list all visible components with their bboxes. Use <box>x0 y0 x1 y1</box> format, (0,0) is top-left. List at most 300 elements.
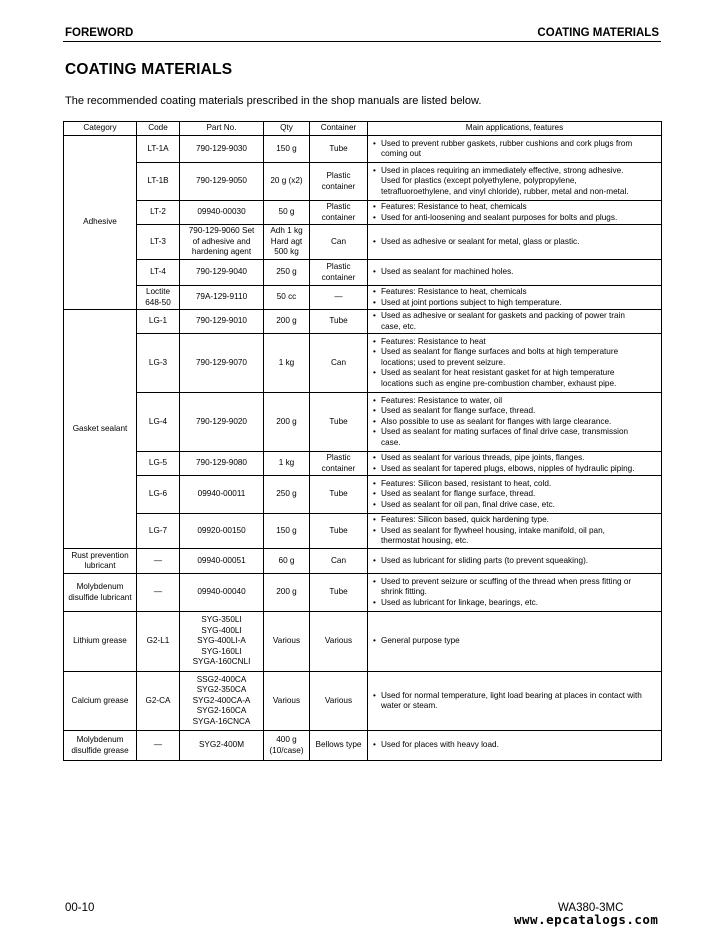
col-header-applications: Main applications, features <box>368 122 662 136</box>
qty-cell <box>264 334 310 393</box>
application-text-line: • Used as sealant for machined holes. <box>381 267 514 277</box>
applications-list <box>372 166 659 197</box>
table-row <box>64 731 662 761</box>
table-row <box>64 452 662 476</box>
part-no-line: SSG2-400CA <box>196 674 247 684</box>
applications-list <box>372 337 659 389</box>
part-no-line: SYG2-400M <box>198 740 245 750</box>
part-no-line: SYG2-350CA <box>196 685 247 695</box>
header-rule <box>63 41 661 42</box>
category-cell <box>64 612 137 672</box>
application-text-line: • Used as sealant for flange surface, thread. <box>381 489 536 499</box>
container-line: Can <box>330 236 347 246</box>
qty-cell <box>264 163 310 201</box>
category-line: Molybdenum <box>76 735 124 745</box>
table-row <box>64 334 662 393</box>
header-row <box>64 122 662 136</box>
application-bullet <box>372 479 659 489</box>
table-row <box>64 476 662 514</box>
code-cell <box>137 731 180 761</box>
code-cell <box>137 514 180 549</box>
application-bullet <box>372 740 659 750</box>
qty-cell <box>264 574 310 612</box>
container-cell <box>310 393 368 452</box>
part-no-line: SYG-350LI <box>201 615 242 625</box>
application-bullet <box>372 166 659 197</box>
application-text-line: • Used as sealant for flange surfaces and bolts at high temperature <box>381 347 619 357</box>
application-bullet <box>372 237 659 247</box>
col-header-part-no: Part No. <box>180 122 264 136</box>
part-no-cell <box>180 514 264 549</box>
qty-line: 200 g <box>276 416 297 426</box>
application-bullet <box>372 267 659 277</box>
applications-cell <box>368 393 662 452</box>
application-bullet <box>372 427 659 448</box>
qty-cell <box>264 672 310 731</box>
code-line: G2-L1 <box>146 636 170 646</box>
qty-line: (10/case) <box>269 745 304 755</box>
table-row <box>64 574 662 612</box>
applications-cell <box>368 201 662 225</box>
category-line: Lithium grease <box>73 636 127 646</box>
applications-cell <box>368 672 662 731</box>
application-bullet <box>372 347 659 368</box>
application-bullet <box>372 213 659 223</box>
category-line: disulfide lubricant <box>68 592 132 602</box>
applications-list <box>372 237 659 247</box>
applications-list <box>372 479 659 510</box>
category-line: Gasket sealant <box>72 423 128 433</box>
container-line: Tube <box>329 143 348 153</box>
qty-cell <box>264 549 310 574</box>
qty-line: 400 g <box>276 735 297 745</box>
application-text-line: • Features: Silicon based, resistant to heat, cold. <box>381 478 552 488</box>
application-bullet <box>372 500 659 510</box>
part-no-line: 09920-00150 <box>197 525 246 535</box>
table-row <box>64 393 662 452</box>
code-cell <box>137 310 180 334</box>
qty-line: 1 kg <box>278 458 295 468</box>
header-page-topic: COATING MATERIALS <box>537 27 659 39</box>
container-line: container <box>321 212 356 222</box>
applications-cell <box>368 334 662 393</box>
container-line: Tube <box>329 416 348 426</box>
container-cell <box>310 136 368 163</box>
container-line: container <box>321 272 356 282</box>
table-row <box>64 612 662 672</box>
table-row <box>64 310 662 334</box>
part-no-cell <box>180 310 264 334</box>
category-line: Adhesive <box>83 217 117 227</box>
part-no-line: 09940-00030 <box>197 207 246 217</box>
application-bullet <box>372 337 659 347</box>
container-line: Can <box>330 555 347 565</box>
code-cell <box>137 549 180 574</box>
table-row <box>64 260 662 286</box>
applications-list <box>372 556 659 566</box>
qty-line: 50 cc <box>276 292 297 302</box>
qty-line: 250 g <box>276 489 297 499</box>
container-line: container <box>321 463 356 473</box>
category-line: Calcium grease <box>71 695 129 705</box>
applications-cell <box>368 310 662 334</box>
part-no-cell <box>180 731 264 761</box>
container-line: Various <box>324 636 353 646</box>
applications-list <box>372 311 659 332</box>
code-cell <box>137 286 180 310</box>
qty-cell <box>264 310 310 334</box>
part-no-line: of adhesive and <box>192 236 251 246</box>
application-text-line: • Features: Resistance to heat, chemicals <box>381 202 527 212</box>
application-text-line: • Features: Resistance to heat, chemicals <box>381 287 527 297</box>
qty-line: 50 g <box>278 207 295 217</box>
code-line: LG-7 <box>148 525 168 535</box>
container-cell <box>310 310 368 334</box>
application-text-line: • General purpose type <box>381 636 460 646</box>
qty-line: 200 g <box>276 587 297 597</box>
applications-cell <box>368 260 662 286</box>
container-cell <box>310 514 368 549</box>
application-bullet <box>372 691 659 712</box>
application-bullet <box>372 139 659 160</box>
application-bullet <box>372 396 659 406</box>
table-row <box>64 201 662 225</box>
part-no-line: 790-129-9030 <box>196 143 247 153</box>
application-text-line: • Features: Resistance to heat <box>381 336 486 346</box>
code-cell <box>137 476 180 514</box>
application-bullet <box>372 311 659 332</box>
part-no-line: 790-129-9080 <box>196 458 247 468</box>
part-no-line: 790-129-9070 <box>196 357 247 367</box>
qty-line: 250 g <box>276 267 297 277</box>
application-bullet <box>372 526 659 547</box>
application-text-line: • Used in places requiring an immediately effective, strong adhesive. <box>381 165 624 175</box>
applications-list <box>372 287 659 308</box>
applications-cell <box>368 612 662 672</box>
applications-list <box>372 740 659 750</box>
category-cell <box>64 574 137 612</box>
code-line: LT-3 <box>150 236 166 246</box>
site-watermark: www.epcatalogs.com <box>514 912 659 927</box>
qty-line: Various <box>272 636 301 646</box>
applications-cell <box>368 514 662 549</box>
part-no-line: 79A-129-9110 <box>195 292 248 302</box>
applications-cell <box>368 225 662 260</box>
container-line: Plastic <box>326 453 351 463</box>
applications-cell <box>368 549 662 574</box>
code-line: — <box>153 740 163 750</box>
container-cell <box>310 260 368 286</box>
header-section-title: FOREWORD <box>65 27 134 39</box>
qty-cell <box>264 612 310 672</box>
application-text-line: Used for plastics (except polyethylene, polypropylene, <box>381 176 577 186</box>
table-row <box>64 225 662 260</box>
application-bullet <box>372 556 659 566</box>
qty-line: 60 g <box>278 555 295 565</box>
container-line: Can <box>330 357 347 367</box>
code-cell <box>137 260 180 286</box>
category-line: Rust prevention <box>71 550 129 560</box>
container-cell <box>310 286 368 310</box>
code-cell <box>137 136 180 163</box>
part-no-cell <box>180 286 264 310</box>
part-no-cell <box>180 393 264 452</box>
container-cell <box>310 476 368 514</box>
application-text-line: • Used as sealant for flywheel housing, intake manifold, oil pan, <box>381 525 605 535</box>
page-number: 00-10 <box>65 902 95 914</box>
container-line: Tube <box>329 489 348 499</box>
part-no-line: 790-129-9050 <box>196 176 247 186</box>
code-line: LG-3 <box>148 357 168 367</box>
application-text-line: • Used as lubricant for linkage, bearings, etc. <box>381 597 539 607</box>
applications-cell <box>368 452 662 476</box>
part-no-cell <box>180 612 264 672</box>
category-cell <box>64 672 137 731</box>
qty-line: 200 g <box>276 316 297 326</box>
part-no-cell <box>180 574 264 612</box>
application-text-line: water or steam. <box>381 701 438 710</box>
category-cell <box>64 549 137 574</box>
applications-list <box>372 453 659 474</box>
table-row <box>64 163 662 201</box>
application-text-line: • Used as lubricant for sliding parts (to prevent squeaking). <box>381 555 589 565</box>
qty-cell <box>264 136 310 163</box>
application-text-line: • Used for places with heavy load. <box>381 740 499 750</box>
code-line: LG-6 <box>148 489 168 499</box>
page-title: COATING MATERIALS <box>65 61 233 78</box>
qty-line: 150 g <box>276 525 297 535</box>
container-line: Bellows type <box>315 740 362 750</box>
application-text-line: • Features: Resistance to water, oil <box>381 395 503 405</box>
applications-list <box>372 691 659 712</box>
container-line: Tube <box>329 587 348 597</box>
qty-line: Adh 1 kg <box>270 226 303 236</box>
application-bullet <box>372 515 659 525</box>
part-no-cell <box>180 225 264 260</box>
application-text-line: • Used to prevent rubber gaskets, rubber cushions and cork plugs from <box>381 138 633 148</box>
col-header-qty: Qty <box>264 122 310 136</box>
application-text-line: • Used for normal temperature, light load bearing at places in contact with <box>381 690 642 700</box>
part-no-line: SYG2-400CA-A <box>192 695 251 705</box>
code-cell <box>137 574 180 612</box>
container-cell <box>310 612 368 672</box>
qty-cell <box>264 476 310 514</box>
part-no-cell <box>180 334 264 393</box>
code-line: LT-1A <box>147 143 169 153</box>
qty-cell <box>264 201 310 225</box>
application-text-line: • Used to prevent seizure or scuffing of the thread when press fitting or <box>381 576 632 586</box>
part-no-line: 790-129-9060 Set <box>188 226 255 236</box>
qty-line: 500 kg <box>274 247 299 257</box>
applications-list <box>372 577 659 608</box>
container-line: Tube <box>329 525 348 535</box>
code-line: LG-1 <box>148 316 168 326</box>
applications-list <box>372 202 659 223</box>
category-line: Molybdenum <box>76 582 124 592</box>
qty-line: 150 g <box>276 143 297 153</box>
applications-cell <box>368 476 662 514</box>
coating-materials-table <box>63 121 662 761</box>
application-bullet <box>372 368 659 389</box>
applications-cell <box>368 731 662 761</box>
part-no-line: 09940-00011 <box>197 489 246 499</box>
application-bullet <box>372 406 659 416</box>
application-text-line: locations; used to prevent seizure. <box>381 357 506 367</box>
container-line: Plastic <box>326 262 351 272</box>
container-cell <box>310 201 368 225</box>
container-line: Plastic <box>326 171 351 181</box>
container-line: Various <box>324 695 353 705</box>
part-no-line: SYG-160LI <box>201 646 242 656</box>
application-bullet <box>372 287 659 297</box>
container-cell <box>310 225 368 260</box>
code-cell <box>137 452 180 476</box>
application-bullet <box>372 577 659 598</box>
application-bullet <box>372 417 659 427</box>
application-text-line: • Used as sealant for heat resistant gasket for at high temperature <box>381 368 615 378</box>
qty-line: Various <box>272 695 301 705</box>
applications-cell <box>368 136 662 163</box>
application-text-line: case, etc. <box>381 321 417 331</box>
part-no-cell <box>180 672 264 731</box>
part-no-line: hardening agent <box>191 247 252 257</box>
code-line: — <box>153 587 163 597</box>
category-line: disulfide grease <box>71 745 129 755</box>
applications-list <box>372 515 659 546</box>
application-bullet <box>372 298 659 308</box>
code-line: LG-5 <box>148 458 168 468</box>
part-no-line: 790-129-9040 <box>196 267 247 277</box>
application-bullet <box>372 636 659 646</box>
code-line: — <box>153 555 163 565</box>
application-text-line: • Used as adhesive or sealant for gaskets and packing of power train <box>381 311 625 321</box>
code-cell <box>137 393 180 452</box>
qty-line: Hard agt <box>270 236 303 246</box>
part-no-cell <box>180 201 264 225</box>
application-text-line: • Used as sealant for tapered plugs, elbows, nipples of hydraulic piping. <box>381 463 635 473</box>
code-line: LT-4 <box>150 267 166 277</box>
part-no-line: SYG-400LI <box>201 625 242 635</box>
col-header-container: Container <box>310 122 368 136</box>
part-no-cell <box>180 452 264 476</box>
part-no-cell <box>180 136 264 163</box>
code-cell <box>137 612 180 672</box>
category-cell <box>64 731 137 761</box>
application-bullet <box>372 598 659 608</box>
application-text-line: • Used as sealant for mating surfaces of final drive case, transmission <box>381 427 629 437</box>
part-no-cell <box>180 549 264 574</box>
container-cell <box>310 549 368 574</box>
part-no-line: 09940-00040 <box>197 587 246 597</box>
application-bullet <box>372 489 659 499</box>
qty-cell <box>264 260 310 286</box>
code-cell <box>137 334 180 393</box>
code-line: 648-50 <box>145 297 171 307</box>
container-line: Tube <box>329 316 348 326</box>
table-row <box>64 672 662 731</box>
table-row <box>64 286 662 310</box>
container-line: Plastic <box>326 202 351 212</box>
applications-cell <box>368 574 662 612</box>
code-cell <box>137 672 180 731</box>
application-text-line: locations such as engine pre-combustion chamber, exhaust pipe. <box>381 378 617 388</box>
application-text-line: tetrafluoroethylene, and vinyl chloride), rubber, metal and non-metal. <box>381 186 629 196</box>
container-cell <box>310 731 368 761</box>
table-row <box>64 136 662 163</box>
container-cell <box>310 163 368 201</box>
qty-cell <box>264 452 310 476</box>
application-text-line: • Used at joint portions subject to high temperature. <box>381 297 562 307</box>
application-text-line: • Used for anti-loosening and sealant purposes for bolts and plugs. <box>381 212 618 222</box>
qty-cell <box>264 731 310 761</box>
container-cell <box>310 672 368 731</box>
container-cell <box>310 574 368 612</box>
col-header-category: Category <box>64 122 137 136</box>
applications-cell <box>368 163 662 201</box>
qty-cell <box>264 286 310 310</box>
model-number: WA380-3MC <box>558 902 624 914</box>
category-line: lubricant <box>84 561 116 570</box>
application-text-line: • Used as sealant for various threads, pipe joints, flanges. <box>381 453 585 463</box>
application-text-line: case. <box>381 437 401 447</box>
application-text-line: thermostat housing, etc. <box>381 536 469 546</box>
code-line: LT-2 <box>150 207 166 217</box>
application-bullet <box>372 464 659 474</box>
code-cell <box>137 201 180 225</box>
part-no-cell <box>180 476 264 514</box>
part-no-cell <box>180 163 264 201</box>
part-no-line: 09940-00051 <box>197 555 246 565</box>
intro-text: The recommended coating materials prescribed in the shop manuals are listed below. <box>65 95 482 107</box>
part-no-line: SYGA-160CNLI <box>192 657 251 667</box>
application-text-line: • Features: Silicon based, quick hardening type. <box>381 515 549 525</box>
qty-line: 20 g (x2) <box>270 176 303 186</box>
applications-list <box>372 636 659 646</box>
application-bullet <box>372 202 659 212</box>
part-no-cell <box>180 260 264 286</box>
category-cell <box>64 136 137 310</box>
table-body <box>64 136 662 761</box>
qty-cell <box>264 225 310 260</box>
code-line: G2-CA <box>145 695 171 705</box>
application-text-line: • Also possible to use as sealant for flanges with large clearance. <box>381 416 612 426</box>
code-cell <box>137 225 180 260</box>
part-no-line: 790-129-9010 <box>196 316 247 326</box>
code-line: LT-1B <box>147 176 169 186</box>
container-line: — <box>334 292 343 302</box>
application-text-line: coming out <box>381 149 422 158</box>
code-cell <box>137 163 180 201</box>
application-text-line: shrink fitting. <box>381 587 427 597</box>
category-cell <box>64 310 137 549</box>
qty-cell <box>264 514 310 549</box>
container-line: container <box>321 181 356 191</box>
part-no-line: SYGA-16CNCA <box>192 716 251 726</box>
application-bullet <box>372 453 659 463</box>
applications-list <box>372 396 659 448</box>
application-text-line: • Used as sealant for oil pan, final drive case, etc. <box>381 499 555 509</box>
qty-cell <box>264 393 310 452</box>
part-no-line: 790-129-9020 <box>196 416 247 426</box>
container-cell <box>310 334 368 393</box>
application-text-line: • Used as sealant for flange surface, thread. <box>381 406 536 416</box>
code-line: Loctite <box>145 287 171 297</box>
applications-cell <box>368 286 662 310</box>
applications-list <box>372 139 659 160</box>
code-line: LG-4 <box>148 416 168 426</box>
table-header <box>64 122 662 136</box>
container-cell <box>310 452 368 476</box>
